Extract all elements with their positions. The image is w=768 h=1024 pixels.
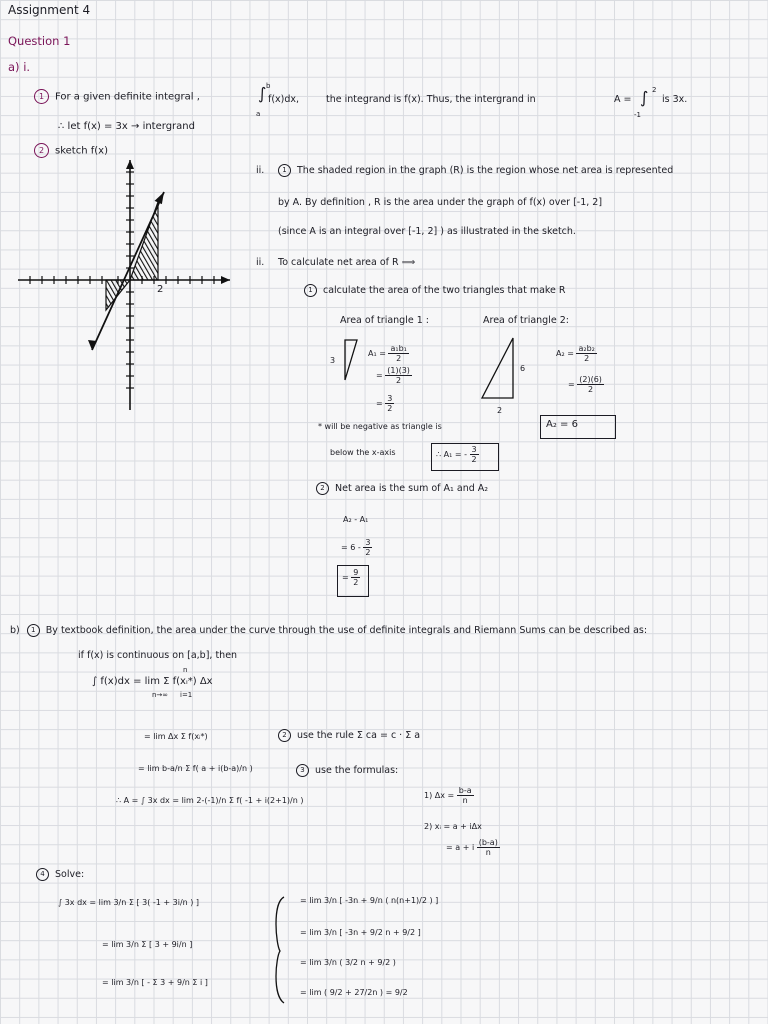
riemann-definition: ∫ f(x)dx = lim Σ f(xᵢ*) Δx bbox=[92, 676, 213, 687]
triangle-2-title: Area of triangle 2: bbox=[483, 315, 569, 326]
a-ii-marker: 1 bbox=[278, 164, 291, 177]
net-area-line-2: = 6 - $\frac{3}{2}$ bbox=[341, 538, 371, 558]
sketch-graph bbox=[18, 160, 238, 420]
y-axis-arrow-icon bbox=[126, 160, 134, 169]
rule-note: 2 use the rule Σ ca = c · Σ a bbox=[278, 729, 420, 742]
A-upper: 2 bbox=[652, 86, 657, 94]
integral-body: f(x)dx, bbox=[268, 94, 300, 105]
negative-note-1: * will be negative as triangle is bbox=[318, 422, 442, 431]
tri2-formula-2: = $\frac{(2)(6)}{2}$ bbox=[568, 375, 602, 395]
riemann-line-3: = lim b-a/n Σ f( a + i(b-a)/n ) bbox=[138, 764, 253, 773]
sketch-label: sketch f(x) bbox=[55, 145, 108, 157]
A-integral-symbol: ∫ bbox=[640, 88, 649, 107]
triangle-1-side: 3 bbox=[330, 356, 336, 365]
solve-step-1: ∫ 3x dx = lim 3/n Σ [ 3( -1 + 3i/n ) ] bbox=[58, 898, 200, 907]
page-title: Assignment 4 bbox=[8, 3, 91, 17]
a-ii-line3: (since A is an integral over [-1, 2] ) as illustrated in the sketch. bbox=[278, 226, 576, 237]
triangle-1-title: Area of triangle 1 : bbox=[340, 315, 429, 326]
a-i-line1 bbox=[34, 89, 200, 104]
x-axis-arrow-icon bbox=[221, 276, 230, 284]
tri1-formula-2: = $\frac{(1)(3)}{2}$ bbox=[376, 366, 410, 386]
lim-subscript: n→∞ bbox=[152, 691, 169, 699]
a-ii-line1: 1 The shaded region in the graph (R) is the region whose net area is represented bbox=[278, 164, 673, 177]
integral-lower: a bbox=[256, 110, 261, 118]
solve-step-2: = lim 3/n Σ [ 3 + 9i/n ] bbox=[102, 940, 193, 949]
part-b-line1: b) 1 By textbook definition, the area under the curve through the use of definite integrals and Riemann Sums can be described as: bbox=[10, 625, 648, 636]
negative-note-2: below the x-axis bbox=[330, 448, 396, 457]
question-heading: Question 1 bbox=[8, 34, 71, 48]
integral-symbol: ∫ bbox=[258, 84, 267, 103]
a-iii-line1: To calculate net area of R ⟹ bbox=[278, 257, 416, 268]
a-i-step2 bbox=[34, 143, 108, 158]
a-ii-label: ii. bbox=[256, 165, 265, 176]
let-line: ∴ let f(x) = 3x → intergrand bbox=[58, 121, 195, 132]
solve-right-1: = lim 3/n [ -3n + 9/n ( n(n+1)/2 ) ] bbox=[300, 896, 439, 905]
solve-right-4: = lim ( 9/2 + 27/2n ) = 9/2 bbox=[300, 988, 408, 997]
solve-right-2: = lim 3/n [ -3n + 9/2 n + 9/2 ] bbox=[300, 928, 421, 937]
step-2-marker: 2 bbox=[34, 143, 49, 158]
graph-tick-label: 2 bbox=[157, 284, 164, 295]
triangle-1-sketch bbox=[337, 338, 367, 388]
A2-result: A₂ = 6 bbox=[546, 419, 578, 430]
sum-index: i=1 bbox=[180, 691, 193, 699]
a-iii-step2: 2 Net area is the sum of A₁ and A₂ bbox=[316, 482, 488, 495]
a-ii-line2: by A. By definition , R is the area under the graph of f(x) over [-1, 2] bbox=[278, 197, 603, 208]
formula-3: = a + i $\frac{(b-a)}{n}$ bbox=[446, 838, 498, 858]
a-i-text: For a given definite integral , bbox=[55, 91, 200, 103]
tri2-formula-1: A₂ = $\frac{\text{a₂b₂}}{2}$ bbox=[556, 344, 595, 364]
a-i-text-b: the integrand is f(x). Thus, the intergrand in bbox=[326, 94, 536, 105]
A1-result: ∴ A₁ = - $\frac{3}{2}$ bbox=[436, 445, 477, 465]
tri1-formula-3: = $\frac{3}{2}$ bbox=[376, 394, 393, 414]
net-area-result: = $\frac{9}{2}$ bbox=[342, 568, 359, 588]
part-b-line2: if f(x) is continuous on [a,b], then bbox=[78, 650, 238, 661]
line-arrow-down-icon bbox=[88, 340, 97, 350]
part-a-label: a) i. bbox=[8, 60, 31, 74]
tri1-formula-1: A₁ = $\frac{\text{a₁b₁}}{2}$ bbox=[368, 344, 407, 364]
a-iii-label: ii. bbox=[256, 257, 265, 268]
solve-step-3: = lim 3/n [ - Σ 3 + 9/n Σ i ] bbox=[102, 978, 208, 987]
formula-1: 1) Δx = $\frac{b-a}{n}$ bbox=[424, 786, 472, 806]
line-arrow-up-icon bbox=[155, 190, 167, 204]
formula-note: 3 use the formulas: bbox=[296, 764, 398, 777]
continuation-brace bbox=[270, 895, 294, 1005]
solve-heading: 4 Solve: bbox=[36, 868, 84, 881]
riemann-line-2: = lim Δx Σ f(xᵢ*) bbox=[144, 732, 208, 741]
triangle-2-sketch bbox=[478, 336, 518, 416]
A-eq: A = bbox=[614, 94, 632, 105]
step-1-marker: 1 bbox=[34, 89, 49, 104]
triangle-2-base: 2 bbox=[497, 406, 503, 415]
triangle-2-side: 6 bbox=[520, 364, 526, 373]
net-area-line-1: A₂ - A₁ bbox=[343, 515, 369, 524]
A-lower: -1 bbox=[634, 111, 641, 119]
sum-top: n bbox=[183, 666, 188, 674]
riemann-line-4: ∴ A = ∫ 3x dx = lim 2-(-1)/n Σ f( -1 + i(2+1)/n ) bbox=[116, 796, 304, 805]
formula-2: 2) xᵢ = a + iΔx bbox=[424, 822, 482, 831]
integral-upper: b bbox=[266, 82, 271, 90]
solve-right-3: = lim 3/n ( 3/2 n + 9/2 ) bbox=[300, 958, 396, 967]
A-tail: is 3x. bbox=[662, 94, 688, 105]
a-iii-step1: 1 calculate the area of the two triangles that make R bbox=[304, 284, 566, 297]
